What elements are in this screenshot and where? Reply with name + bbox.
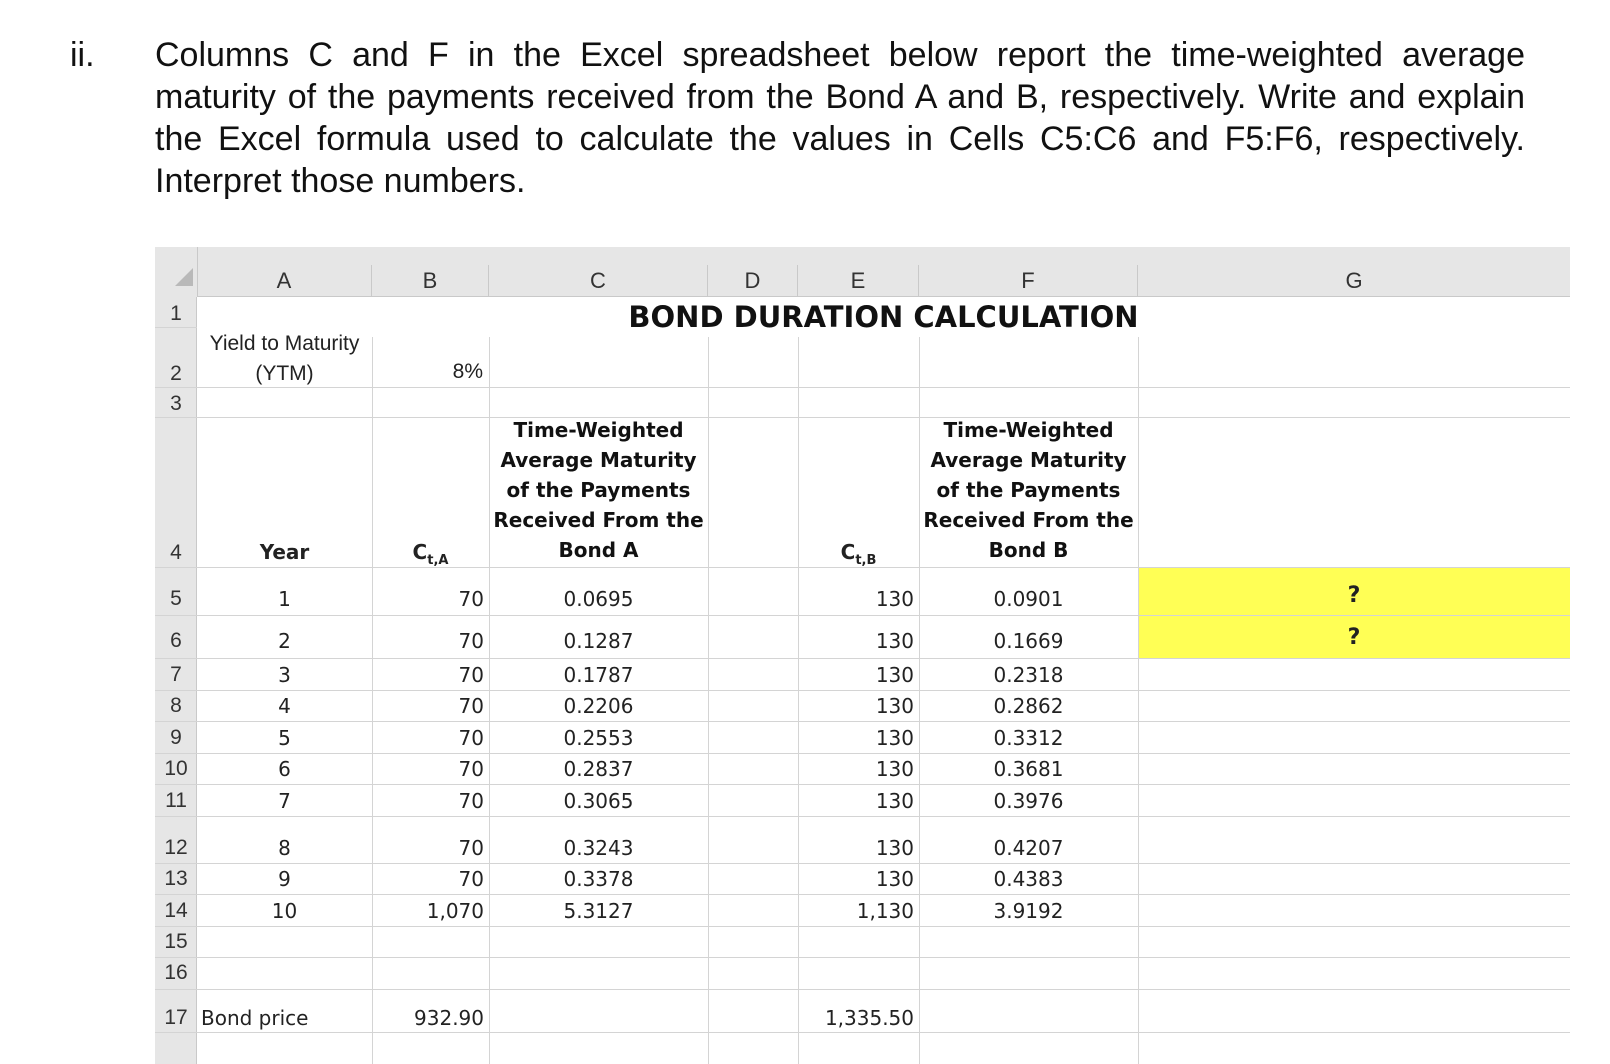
cell-g-question[interactable]: ? — [1347, 625, 1361, 650]
cell-twa-a[interactable]: 0.3065 — [563, 789, 634, 813]
grid-line — [155, 1032, 1570, 1033]
column-header-b[interactable]: B — [372, 265, 489, 297]
cell-twa-a[interactable]: 0.2206 — [563, 694, 634, 718]
cell-ct-a[interactable]: 70 — [458, 587, 484, 611]
row-header[interactable]: 6 — [170, 629, 182, 652]
cell-twa-b[interactable]: 3.9192 — [993, 899, 1064, 923]
cell-year[interactable]: 4 — [278, 694, 291, 718]
column-header-a[interactable]: A — [197, 265, 372, 297]
row-header[interactable]: 10 — [164, 757, 188, 780]
cell-ct-a[interactable]: 70 — [458, 629, 484, 653]
grid-line — [155, 863, 1570, 864]
header-ct-a[interactable] — [372, 540, 489, 568]
cell-twa-a[interactable]: 0.2837 — [563, 757, 634, 781]
cell-year[interactable]: 8 — [278, 836, 291, 860]
cell-ct-b[interactable]: 130 — [875, 629, 914, 653]
grid-line — [155, 690, 1570, 691]
cell-twa-b[interactable]: 0.3312 — [993, 726, 1064, 750]
question-text: Columns C and F in the Excel spreadsheet below report the time-weighted average maturity of the payments received from the Bond A and B, respectively. Write and explain the Excel formula used to calculate the values in Cells C5:C6 and F5:F6, respectively. Interpret those numbers. — [155, 36, 1525, 200]
select-all-corner[interactable] — [155, 247, 198, 297]
grid-line — [155, 957, 1570, 958]
row-header[interactable]: 17 — [164, 1006, 188, 1029]
cell-ct-b[interactable]: 130 — [875, 587, 914, 611]
grid-line — [155, 615, 1570, 616]
bond-price-a[interactable]: 932.90 — [414, 1006, 484, 1030]
cell-ct-a[interactable]: 70 — [458, 867, 484, 891]
bond-price-b[interactable]: 1,335.50 — [824, 1006, 914, 1030]
question-number: ii. — [70, 36, 95, 74]
cell-ct-a[interactable]: 1,070 — [426, 899, 484, 923]
cell-ct-a[interactable]: 70 — [458, 789, 484, 813]
row-header[interactable]: 7 — [170, 663, 182, 686]
cell-twa-a[interactable]: 0.3243 — [563, 836, 634, 860]
cell-twa-a[interactable]: 0.1287 — [563, 629, 634, 653]
cell-ct-a[interactable]: 70 — [458, 726, 484, 750]
row-header[interactable]: 12 — [164, 836, 188, 859]
cell-year[interactable]: 1 — [278, 587, 291, 611]
column-header-g[interactable]: G — [1345, 268, 1363, 293]
column-header-d[interactable]: D — [708, 265, 798, 297]
header-ct-b-sub: t,B — [855, 553, 877, 568]
grid-line — [708, 297, 709, 1064]
cell-ct-a[interactable]: 70 — [458, 757, 484, 781]
row-header[interactable]: 16 — [164, 961, 188, 984]
cell-ct-a[interactable]: 70 — [458, 663, 484, 687]
cell-ct-b[interactable]: 130 — [875, 757, 914, 781]
cell-twa-a[interactable]: 5.3127 — [563, 899, 634, 923]
cell-ct-b[interactable]: 130 — [875, 694, 914, 718]
row-header[interactable]: 1 — [170, 302, 182, 325]
row-header[interactable]: 13 — [164, 867, 188, 890]
cell-year[interactable]: 3 — [278, 663, 291, 687]
grid-line — [155, 784, 1570, 785]
header-ct-a-base: C — [412, 540, 428, 564]
cell-ct-b[interactable]: 1,130 — [856, 899, 914, 923]
sheet-title: BOND DURATION CALCULATION — [197, 297, 1570, 337]
header-ct-b[interactable] — [798, 540, 919, 568]
cell-twa-a[interactable]: 0.3378 — [563, 867, 634, 891]
grid-line — [155, 417, 1570, 418]
cell-twa-a[interactable]: 0.2553 — [563, 726, 634, 750]
header-ct-a-sub: t,A — [427, 553, 449, 568]
bond-price-label[interactable]: Bond price — [201, 1006, 309, 1030]
grid-line — [155, 658, 1570, 659]
column-header-f[interactable]: F — [919, 265, 1138, 297]
grid-line — [155, 926, 1570, 927]
grid-line — [155, 894, 1570, 895]
row-header[interactable]: 3 — [170, 392, 182, 415]
cell-twa-b[interactable]: 0.2862 — [993, 694, 1064, 718]
cell-ct-b[interactable]: 130 — [875, 663, 914, 687]
header-year[interactable]: Year — [259, 540, 310, 564]
row-header[interactable]: 15 — [164, 930, 188, 953]
header-twa-bond-a[interactable]: Time-Weighted Average Maturity of the Payments Received From the Bond A — [493, 418, 704, 562]
cell-twa-b[interactable]: 0.0901 — [993, 587, 1064, 611]
cell-twa-a[interactable]: 0.0695 — [563, 587, 634, 611]
cell-ct-b[interactable]: 130 — [875, 726, 914, 750]
row-header[interactable]: 2 — [170, 362, 182, 385]
cell-year[interactable]: 9 — [278, 867, 291, 891]
cell-twa-b[interactable]: 0.4383 — [993, 867, 1064, 891]
cell-year[interactable]: 7 — [278, 789, 291, 813]
cell-year[interactable]: 2 — [278, 629, 291, 653]
cell-twa-a[interactable]: 0.1787 — [563, 663, 634, 687]
column-header-c[interactable]: C — [489, 265, 708, 297]
ytm-value[interactable]: 8% — [452, 360, 483, 383]
row-header[interactable]: 9 — [170, 726, 182, 749]
spreadsheet — [155, 247, 1570, 1064]
row-header[interactable]: 5 — [170, 587, 182, 610]
select-all-triangle-icon — [175, 268, 193, 286]
cell-ct-b[interactable]: 130 — [875, 867, 914, 891]
cell-twa-b[interactable]: 0.2318 — [993, 663, 1064, 687]
row-header[interactable]: 11 — [165, 789, 187, 812]
row-header[interactable]: 14 — [164, 899, 188, 922]
cell-ct-a[interactable]: 70 — [458, 836, 484, 860]
row-header[interactable]: 4 — [170, 541, 182, 564]
grid-line — [155, 816, 1570, 817]
header-ct-b-base: C — [840, 540, 856, 564]
column-header-e[interactable]: E — [798, 265, 919, 297]
cell-twa-b[interactable]: 0.4207 — [993, 836, 1064, 860]
grid-line — [1138, 297, 1139, 1064]
cell-twa-b[interactable]: 0.1669 — [993, 629, 1064, 653]
cell-twa-b[interactable]: 0.3681 — [993, 757, 1064, 781]
cell-year[interactable]: 6 — [278, 757, 291, 781]
row-header[interactable]: 8 — [170, 694, 182, 717]
grid-line — [155, 721, 1570, 722]
cell-ct-b[interactable]: 130 — [875, 836, 914, 860]
grid-line — [155, 989, 1570, 990]
cell-year[interactable]: 5 — [278, 726, 291, 750]
cell-twa-b[interactable]: 0.3976 — [993, 789, 1064, 813]
ytm-label[interactable]: Yield to Maturity (YTM) — [209, 332, 360, 385]
cell-ct-a[interactable]: 70 — [458, 694, 484, 718]
grid-line — [155, 753, 1570, 754]
cell-year[interactable]: 10 — [271, 899, 298, 923]
cell-ct-b[interactable]: 130 — [875, 789, 914, 813]
header-twa-bond-b[interactable]: Time-Weighted Average Maturity of the Payments Received From the Bond B — [923, 418, 1134, 562]
cell-g-question[interactable]: ? — [1347, 583, 1361, 608]
